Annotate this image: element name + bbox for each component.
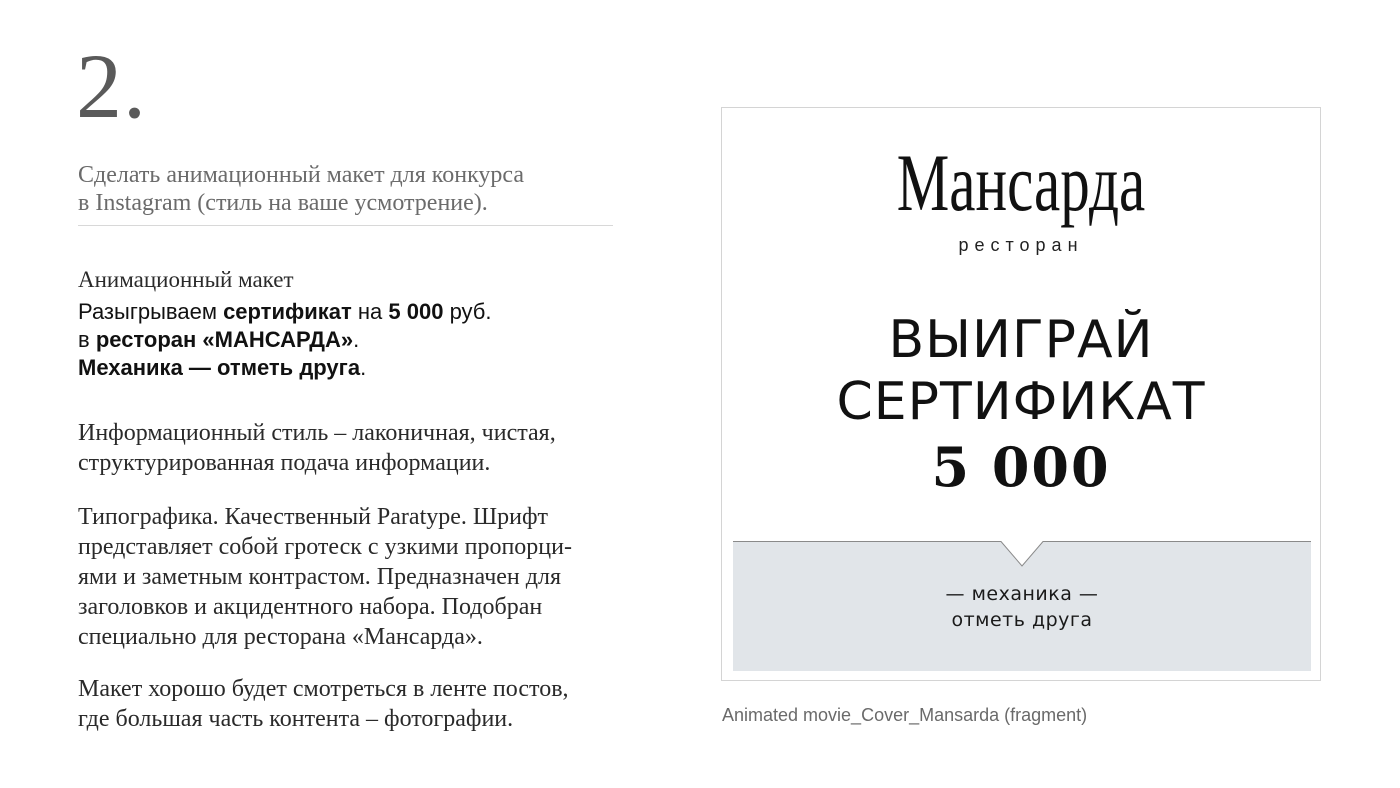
promo-l1-e: руб. [443, 299, 492, 324]
typo-line-5: специально для ресторана «Мансарда». [78, 624, 483, 650]
cover-card [721, 107, 1321, 681]
task-line-2: в Instagram (стиль на ваше усмотрение). [78, 190, 488, 216]
promo-l1-c: на [351, 299, 389, 324]
section-label: Анимационный макет [78, 267, 294, 292]
paragraph-typography [78, 502, 638, 652]
style-line-2: структурированная подача информации. [78, 450, 491, 476]
typo-line-4: заголовков и акцидентного набора. Подобран [78, 594, 543, 620]
brand-logo: Мансарда [896, 137, 1146, 228]
brand-subtitle: ресторан [958, 235, 1084, 255]
step-number: 2. [76, 35, 147, 137]
task-line-1: Сделать анимационный макет для конкурса [78, 162, 524, 188]
feed-line-2: где большая часть контента – фотографии. [78, 706, 514, 732]
mechanics-panel-shape [733, 541, 1311, 671]
prize-amount: 5 000 [931, 435, 1111, 499]
promo-l2-a: в [78, 327, 96, 352]
headline-win: ВЫИГРАЙ [888, 310, 1154, 370]
mechanics-label: — механика — [945, 583, 1099, 605]
headline-certificate: СЕРТИФИКАТ [836, 372, 1206, 432]
divider [78, 225, 613, 226]
typo-line-2: представляет собой гротеск с узкими пропорци- [78, 534, 572, 560]
promo-l3-a: Механика — отметь друга [78, 355, 361, 380]
mechanics-action: отметь друга [951, 609, 1093, 631]
promo-l1-b: сертификат [223, 299, 352, 324]
paragraph-feed [78, 674, 638, 734]
promo-l1-d: 5 000 [388, 299, 444, 324]
typo-line-3: ями и заметным контрастом. Предназначен для [78, 564, 561, 590]
panel-fill [733, 541, 1311, 671]
image-caption: Animated movie_Cover_Mansarda (fragment) [722, 705, 1088, 725]
promo-l2-c: . [353, 327, 360, 352]
promo-l3-b: . [360, 355, 367, 380]
promo-text [78, 298, 638, 382]
style-line-1: Информационный стиль – лаконичная, чистая, [78, 420, 556, 446]
mechanics-panel [733, 541, 1311, 671]
promo-l2-b: ресторан «МАНСАРДА» [95, 327, 354, 352]
task-description [78, 161, 618, 217]
promo-l1-a: Разыгрываем [78, 299, 224, 324]
typo-line-1: Типографика. Качественный Paratype. Шрифт [78, 504, 548, 530]
feed-line-1: Макет хорошо будет смотреться в ленте постов, [78, 676, 569, 702]
paragraph-style [78, 418, 638, 478]
